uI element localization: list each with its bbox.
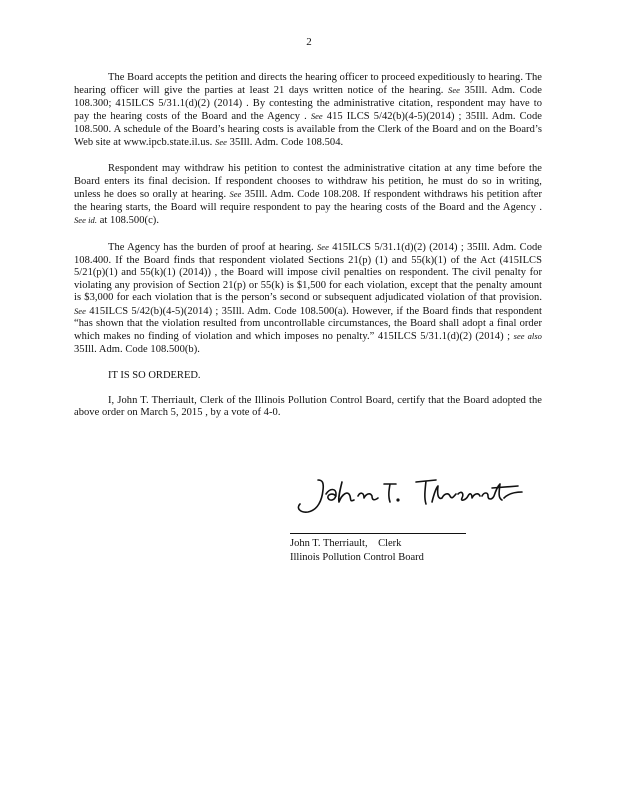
citation-signal: See	[310, 111, 323, 122]
page-number: 2	[306, 36, 312, 48]
citation-signal: See	[448, 85, 460, 96]
text-run: 415 ILCS 5/42(b)(4-5)(2014) ; 35Ill. Adm. Code 108.500. A schedule of the Board’s hearing costs is available from the Clerk of the Board and on the Board’s Web site at www.ipcb.state.il.us.	[74, 111, 542, 149]
citation-signal: See	[316, 242, 329, 253]
citation-signal: See	[229, 189, 242, 200]
text-run: Respondent may withdraw his petition to contest the administrative citation at any time before the Board enters its final decision. If respondent chooses to withdraw his petition, he must do so in writing, unless he does so orally at hearing.	[74, 163, 542, 201]
paragraph-withdrawal	[74, 163, 542, 227]
text-run: 415ILCS 5/42(b)(4-5)(2014) ; 35Ill. Adm. Code 108.500(a). However, if the Board finds that respondent “has shown that the violation resulted from uncontrollable circumstances, the Board shall adopt a final order which makes no finding of violation and which imposes no penalty.” 415ILCS 5/31.1(d)(2) (2014) ;	[74, 305, 542, 343]
citation-signal: See id.	[74, 215, 98, 226]
text-run: 35Ill. Adm. Code 108.500(b).	[74, 343, 200, 355]
signer-organization: Illinois Pollution Control Board	[290, 551, 424, 563]
paragraph-burden-of-proof	[74, 241, 542, 356]
text-run: 35Ill. Adm. Code 108.504.	[226, 137, 344, 149]
signer-block	[290, 537, 424, 564]
order-body	[74, 72, 542, 433]
handwritten-signature	[292, 476, 532, 516]
text-run: 35Ill. Adm. Code 108.208. If respondent withdraws his petition after the hearing starts, the Board will require respondent to pay the hearing costs of the Board and the Agency .	[74, 189, 542, 213]
text-run: at 108.500(c).	[97, 215, 159, 227]
citation-signal: See	[74, 305, 86, 316]
signer-name-title: John T. Therriault, Clerk	[290, 538, 402, 549]
citation-signal: see also	[513, 331, 542, 342]
signature-line	[290, 533, 466, 534]
text-run: 415ILCS 5/31.1(d)(2) (2014) ; 35Ill. Adm. Code 108.400. If the Board finds that respondent violated Sections 21(p) (1) and 55(k)(1) of the Act (415ILCS 5/21(p)(1) and 55(k)(1) (2014)) , the Board will impose civil penalties on respondent. The civil penalty for violating any provision of Section 21(p) or 55(k) is $1,500 for each violation, except that the penalty amount is $3,000 for each violation that is the person’s second or subsequent adjudicated violation of that provision.	[74, 242, 543, 304]
paragraph-certification: I, John T. Therriault, Clerk of the Illinois Pollution Control Board, certify that the Board adopted the above order on March 5, 2015 , by a vote of 4-0.	[74, 394, 542, 418]
so-ordered: IT IS SO ORDERED.	[108, 370, 201, 382]
text-run: 35Ill. Adm. Code 108.300; 415ILCS 5/31.1(d)(2) (2014) . By contesting the administrative citation, respondent may have to pay the hearing costs of the Board and the Agency .	[74, 85, 542, 123]
citation-signal: See	[215, 137, 227, 148]
paragraph-hearing	[74, 72, 542, 149]
text-run: The Agency has the burden of proof at hearing.	[108, 242, 317, 254]
text-run: The Board accepts the petition and directs the hearing officer to proceed expeditiously to hearing. The hearing officer will give the parties at least 21 days written notice of the hearing.	[74, 72, 542, 97]
